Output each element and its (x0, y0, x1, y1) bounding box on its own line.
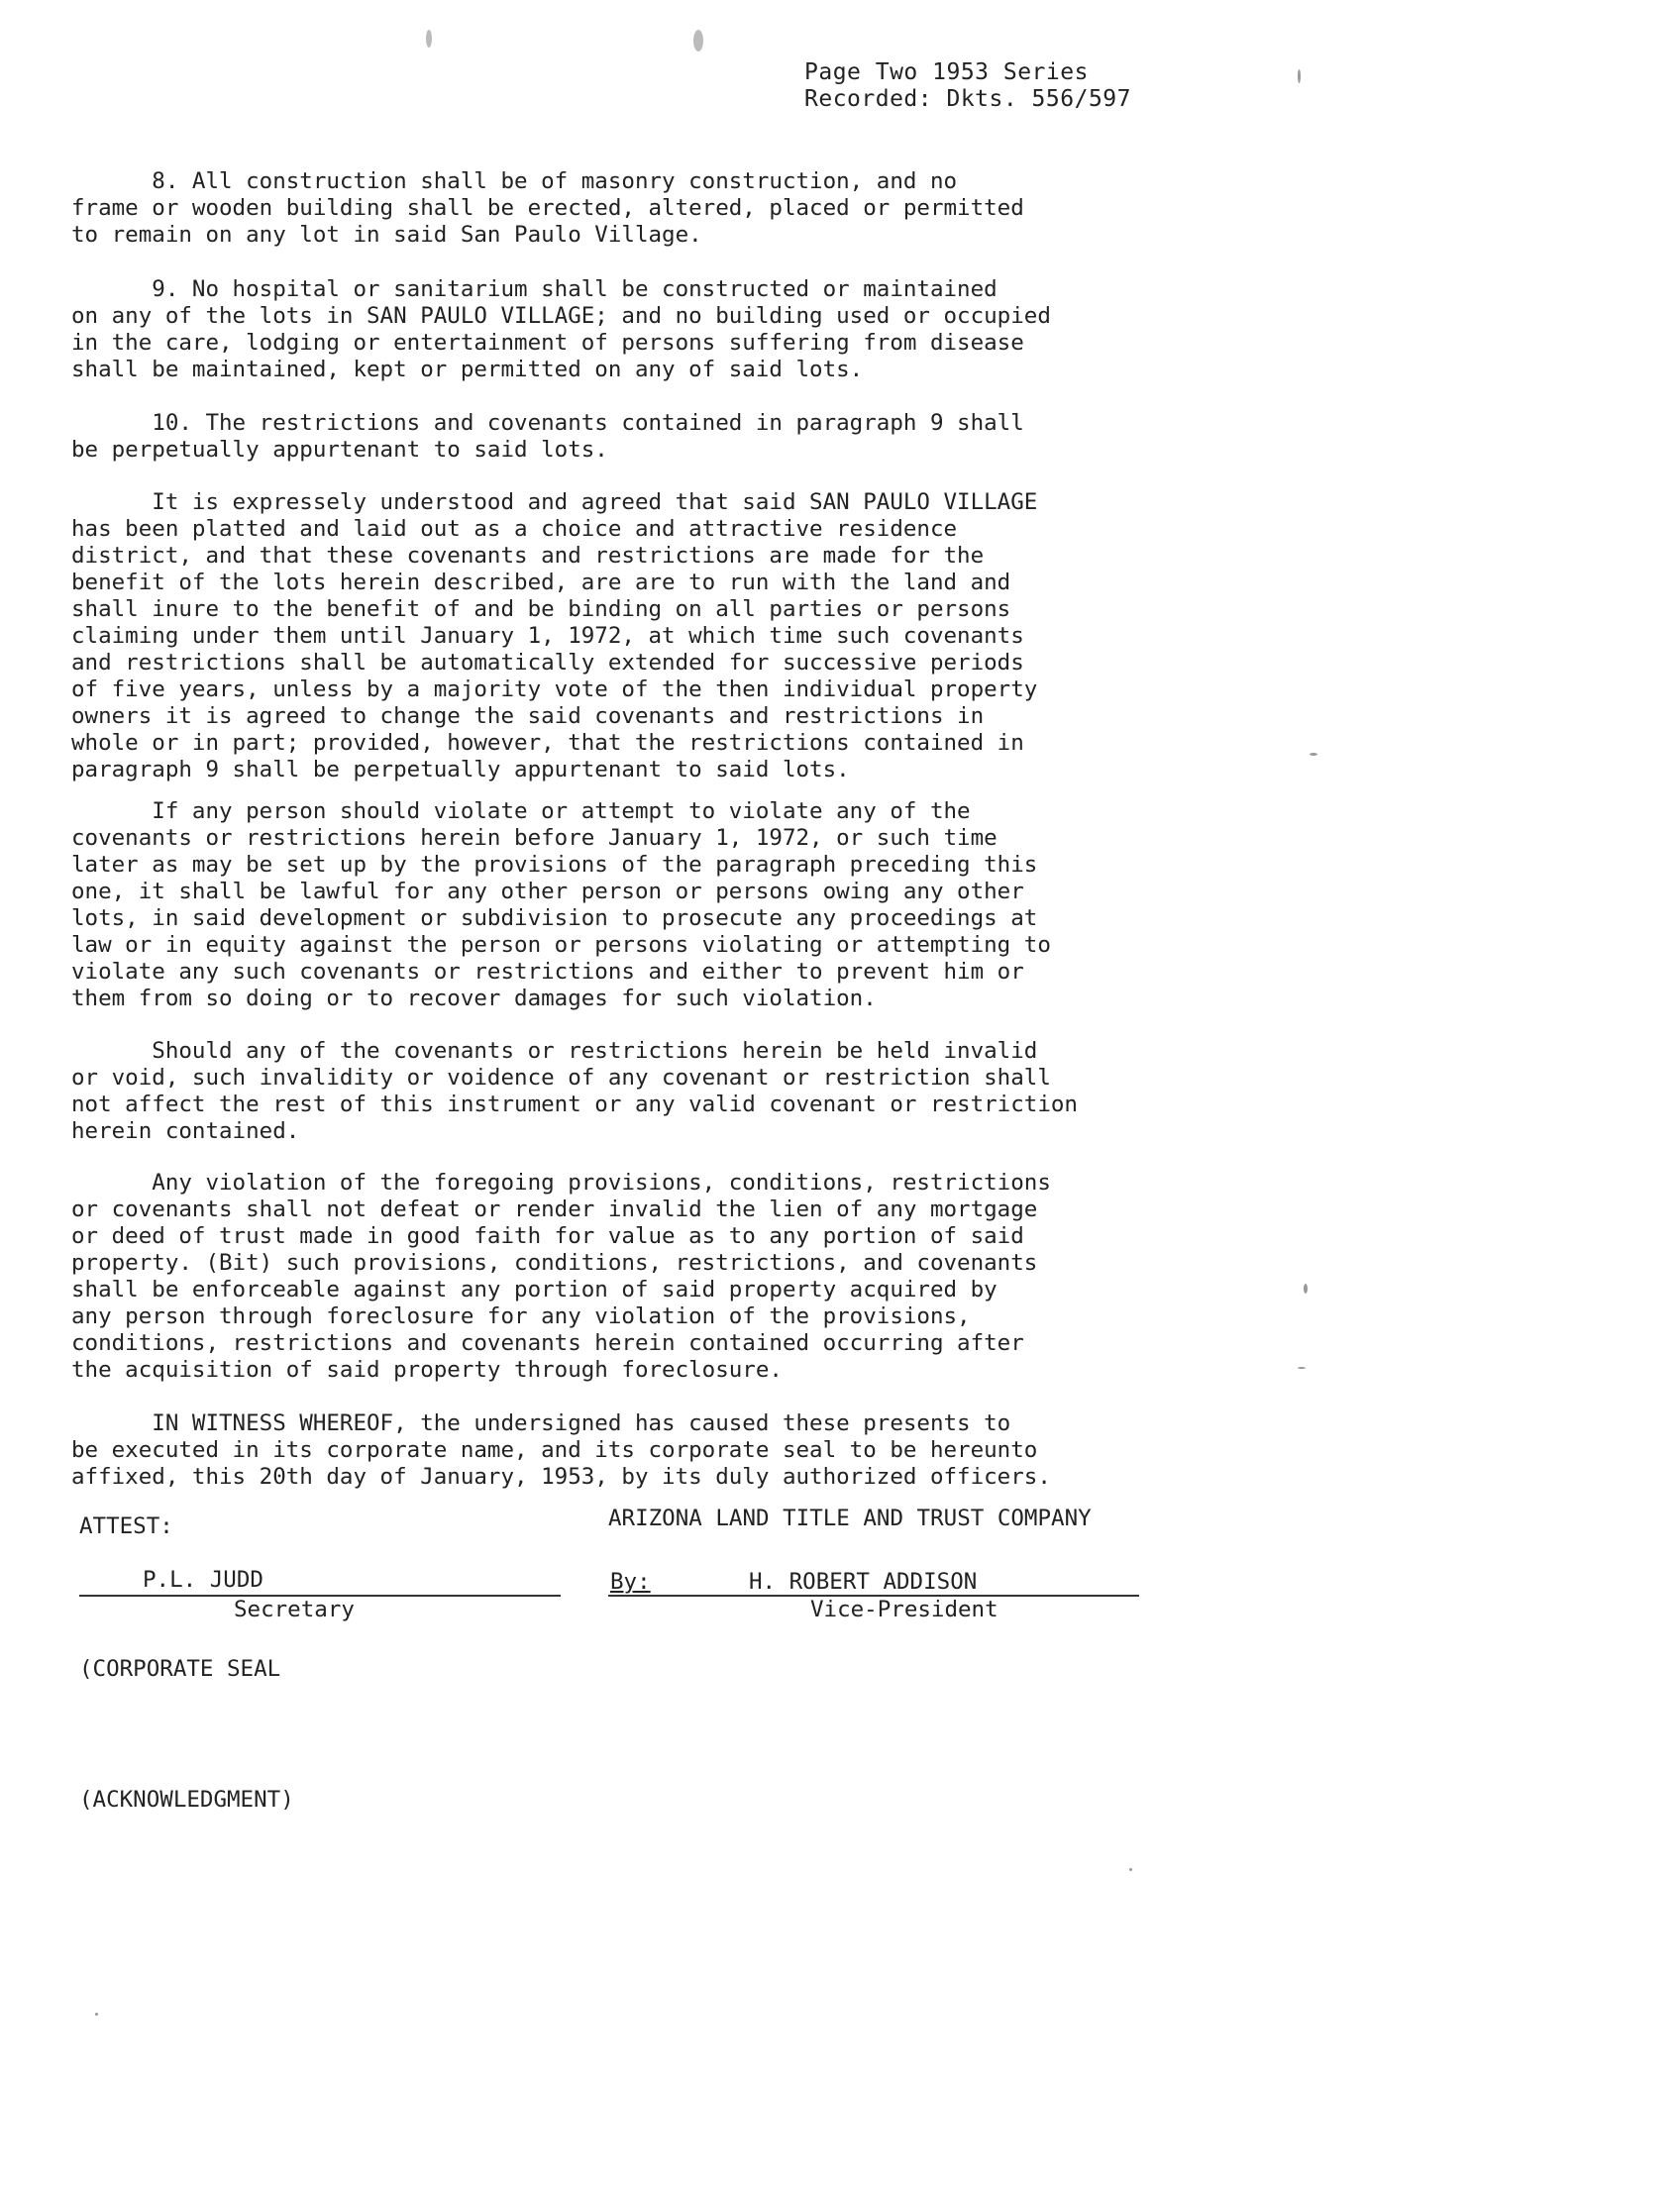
paragraph-line: the acquisition of said property through foreclosure. (71, 1357, 783, 1383)
page-header (804, 59, 1131, 113)
paragraph-line: district, and that these covenants and restrictions are made for the (71, 543, 985, 569)
paragraph-9 (71, 276, 1260, 383)
paragraph-invalidity (71, 1038, 1260, 1145)
paragraph-line: Any violation of the foregoing provisions, conditions, restrictions (71, 1170, 1051, 1196)
paragraph-witness (71, 1410, 1260, 1491)
paragraph-line: If any person should violate or attempt to violate any of the (71, 798, 971, 824)
paragraph-line: whole or in part; provided, however, that the restrictions contained in (71, 730, 1024, 756)
paragraph-understood (71, 489, 1260, 783)
paragraph-line: property. (Bit) such provisions, conditions, restrictions, and covenants (71, 1250, 1038, 1276)
company-name: ARIZONA LAND TITLE AND TRUST COMPANY (608, 1506, 1092, 1531)
secretary-title: Secretary (234, 1597, 355, 1622)
scan-speck (426, 30, 432, 48)
paragraph-line: owners it is agreed to change the said covenants and restrictions in (71, 703, 985, 729)
paragraph-line: IN WITNESS WHEREOF, the undersigned has caused these presents to (71, 1410, 1011, 1436)
paragraph-line: and restrictions shall be automatically extended for successive periods (71, 650, 1024, 676)
paragraph-line: or deed of trust made in good faith for value as to any portion of said (71, 1223, 1024, 1249)
paragraph-line: shall inure to the benefit of and be binding on all parties or persons (71, 596, 1011, 622)
paragraph-line: on any of the lots in SAN PAULO VILLAGE; and no building used or occupied (71, 303, 1051, 329)
scan-speck (1310, 753, 1317, 756)
paragraph-line: be perpetually appurtenant to said lots. (71, 437, 608, 463)
scan-speck (95, 2013, 98, 2016)
paragraph-line: benefit of the lots herein described, are are to run with the land and (71, 570, 1011, 595)
paragraph-line: in the care, lodging or entertainment of persons suffering from disease (71, 330, 1024, 356)
scan-speck (1298, 1367, 1306, 1369)
paragraph-violation (71, 798, 1260, 1012)
by-label: By: (610, 1569, 651, 1595)
paragraph-line: shall be enforceable against any portion of said property acquired by (71, 1277, 998, 1302)
vp-title: Vice-President (810, 1597, 998, 1622)
secretary-name: P.L. JUDD (143, 1567, 263, 1593)
paragraph-line: has been platted and laid out as a choice and attractive residence (71, 516, 958, 542)
scan-speck (1129, 1868, 1132, 1871)
scan-speck (1298, 69, 1301, 83)
scan-speck (693, 30, 703, 52)
paragraph-line: lots, in said development or subdivision to prosecute any proceedings at (71, 905, 1038, 931)
paragraph-line: affixed, this 20th day of January, 1953, by its duly authorized officers. (71, 1464, 1051, 1490)
paragraph-line: herein contained. (71, 1118, 300, 1144)
paragraph-line: to remain on any lot in said San Paulo Village. (71, 222, 702, 248)
paragraph-line: covenants or restrictions herein before January 1, 1972, or such time (71, 825, 998, 851)
header-recorded: Recorded: Dkts. 556/597 (804, 86, 1131, 112)
attest-label: ATTEST: (79, 1513, 173, 1539)
paragraph-line: 9. No hospital or sanitarium shall be constructed or maintained (71, 276, 998, 302)
paragraph-line: claiming under them until January 1, 1972, at which time such covenants (71, 623, 1024, 649)
paragraph-10 (71, 410, 1260, 464)
paragraph-line: or covenants shall not defeat or render invalid the lien of any mortgage (71, 1197, 1038, 1222)
paragraph-line: of five years, unless by a majority vote of the then individual property (71, 677, 1038, 702)
paragraph-line: Should any of the covenants or restrictions herein be held invalid (71, 1038, 1038, 1064)
paragraph-line: frame or wooden building shall be erected, altered, placed or permitted (71, 195, 1024, 221)
paragraph-line: conditions, restrictions and covenants herein contained occurring after (71, 1330, 1024, 1356)
corporate-seal-note: (CORPORATE SEAL (79, 1656, 281, 1682)
paragraph-line: any person through foreclosure for any violation of the provisions, (71, 1303, 971, 1329)
paragraph-line: one, it shall be lawful for any other person or persons owing any other (71, 879, 1024, 904)
paragraph-line: them from so doing or to recover damages for such violation. (71, 986, 877, 1011)
vp-name: H. ROBERT ADDISON (749, 1569, 978, 1595)
paragraph-line: shall be maintained, kept or permitted on any of said lots. (71, 357, 864, 382)
scan-speck (1304, 1284, 1308, 1294)
paragraph-line: It is expressely understood and agreed that said SAN PAULO VILLAGE (71, 489, 1038, 515)
paragraph-line: law or in equity against the person or persons violating or attempting to (71, 932, 1051, 958)
acknowledgment-note: (ACKNOWLEDGMENT) (79, 1787, 294, 1813)
header-series: Page Two 1953 Series (804, 59, 1089, 85)
paragraph-8 (71, 168, 1260, 249)
paragraph-line: violate any such covenants or restrictions and either to prevent him or (71, 959, 1024, 985)
paragraph-line: be executed in its corporate name, and its corporate seal to be hereunto (71, 1437, 1038, 1463)
paragraph-line: not affect the rest of this instrument or any valid covenant or restriction (71, 1092, 1078, 1117)
paragraph-mortgage (71, 1170, 1260, 1384)
paragraph-line: 8. All construction shall be of masonry construction, and no (71, 168, 958, 194)
paragraph-line: paragraph 9 shall be perpetually appurtenant to said lots. (71, 757, 850, 782)
paragraph-line: or void, such invalidity or voidence of any covenant or restriction shall (71, 1065, 1051, 1091)
paragraph-line: later as may be set up by the provisions of the paragraph preceding this (71, 852, 1038, 878)
paragraph-line: 10. The restrictions and covenants contained in paragraph 9 shall (71, 410, 1024, 436)
